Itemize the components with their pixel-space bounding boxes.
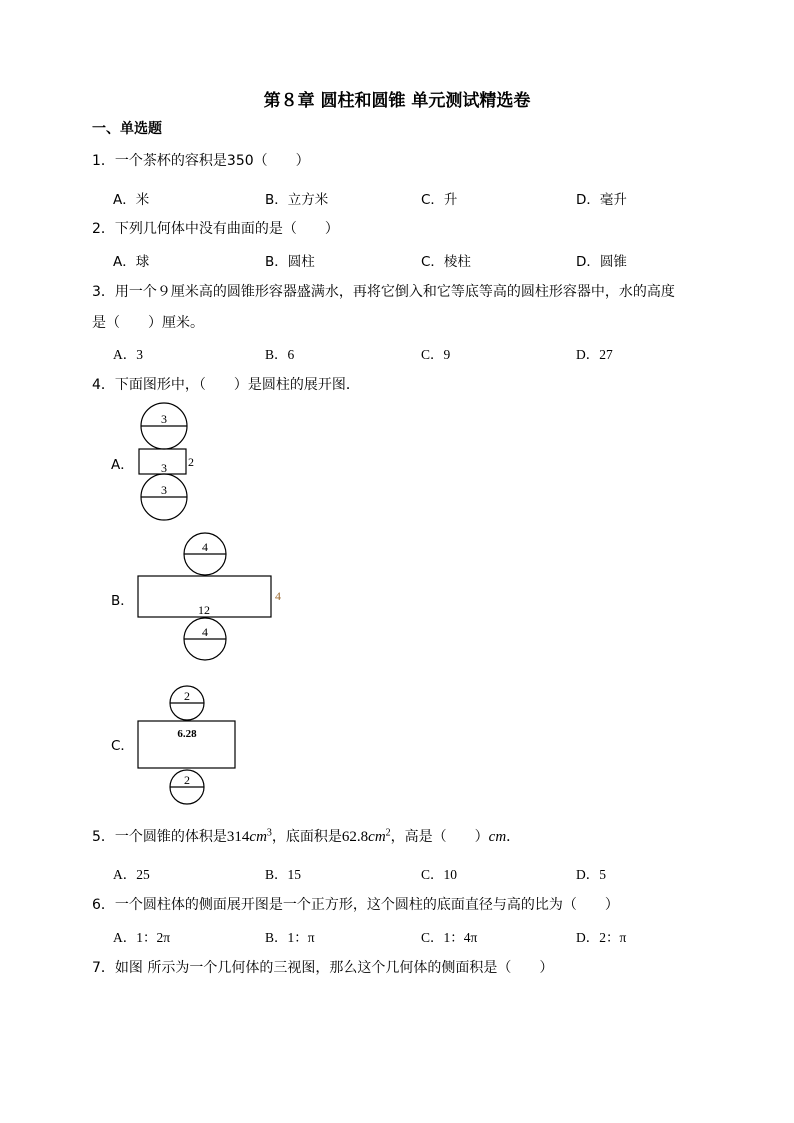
question-5-option-d[interactable]: D．5 <box>576 867 606 882</box>
question-1-text: 1．一个茶杯的容积是350（ ） <box>92 153 310 169</box>
question-6-option-c[interactable]: C．1：4π <box>421 930 478 945</box>
question-6-option-d[interactable]: D．2：π <box>576 930 627 945</box>
net-a-rect-label: 3 <box>161 461 167 475</box>
question-5-volume-value: 314 <box>226 829 250 845</box>
question-5-option-a[interactable]: A．25 <box>113 867 150 882</box>
net-b-rect-label: 12 <box>198 603 210 617</box>
section-heading: 一、单选题 <box>92 121 162 137</box>
question-5-volume-exponent: 3 <box>266 827 272 839</box>
question-5-prefix: 5．一个圆锥的体积是 <box>92 829 227 845</box>
question-1-option-c[interactable]: C．升 <box>421 192 458 208</box>
question-4-text: 4．下面图形中，（ ）是圆柱的展开图． <box>92 377 360 393</box>
question-5-area-exponent: 2 <box>385 827 391 839</box>
net-c-rect-label: 6.28 <box>177 728 197 740</box>
page-title: 第８章 圆柱和圆锥 单元测试精选卷 <box>263 91 531 111</box>
question-4-option-c-label[interactable]: C． <box>111 738 134 754</box>
question-6-option-b[interactable]: B．1：π <box>265 930 315 945</box>
question-2-option-a[interactable]: A．球 <box>113 254 150 270</box>
question-5-area-unit: cm <box>368 829 386 845</box>
net-c-top-label: 2 <box>184 689 190 703</box>
net-b-side-label: 4 <box>275 589 281 603</box>
question-1-option-d[interactable]: D．毫升 <box>576 192 627 208</box>
question-2-option-c[interactable]: C．棱柱 <box>421 254 471 270</box>
question-5-area-value: 62.8 <box>341 829 369 845</box>
net-b-top-label: 4 <box>202 540 208 554</box>
question-5-option-c[interactable]: C．10 <box>421 867 458 882</box>
question-5-option-b[interactable]: B．15 <box>265 867 302 882</box>
question-5-answer-unit: cm <box>488 829 507 845</box>
question-3-text-line1: 3．用一个９厘米高的圆锥形容器盛满水，再将它倒入和它等底等高的圆柱形容器中，水的高度 <box>92 284 675 300</box>
question-3-option-a[interactable]: A．3 <box>113 347 143 362</box>
question-2-option-b[interactable]: B．圆柱 <box>265 254 315 270</box>
question-5-mid2: ，高是（ ） <box>390 829 489 845</box>
question-2-option-d[interactable]: D．圆锥 <box>576 254 627 270</box>
question-3-text-line2: 是（ ）厘米。 <box>92 315 204 331</box>
net-c-bottom-label: 2 <box>184 773 190 787</box>
question-3-option-d[interactable]: D．27 <box>576 347 613 362</box>
question-6-text: 6．一个圆柱体的侧面展开图是一个正方形，这个圆柱的底面直径与高的比为（ ） <box>92 897 619 913</box>
question-5-end: ． <box>506 829 521 845</box>
question-6-option-a[interactable]: A．1：2π <box>113 930 171 945</box>
net-a-top-label: 3 <box>161 412 167 426</box>
question-5-mid: ，底面积是 <box>271 829 342 845</box>
question-4-option-a-label[interactable]: A． <box>111 457 134 473</box>
question-4-option-b-label[interactable]: B． <box>111 593 134 609</box>
question-3-option-b[interactable]: B．6 <box>265 347 295 362</box>
question-5-volume-unit: cm <box>249 829 267 845</box>
question-1-option-a[interactable]: A．米 <box>113 192 150 208</box>
net-a-bottom-label: 3 <box>161 483 167 497</box>
net-a-side-label: 2 <box>188 455 194 469</box>
net-b-bottom-label: 4 <box>202 625 208 639</box>
question-1-option-b[interactable]: B．立方米 <box>265 192 329 208</box>
question-5-text <box>92 826 520 846</box>
question-3-option-c[interactable]: C．9 <box>421 347 451 362</box>
question-7-text: 7．如图 所示为一个几何体的三视图，那么这个几何体的侧面积是（ ） <box>92 960 554 976</box>
question-2-text: 2．下列几何体中没有曲面的是（ ） <box>92 221 339 237</box>
